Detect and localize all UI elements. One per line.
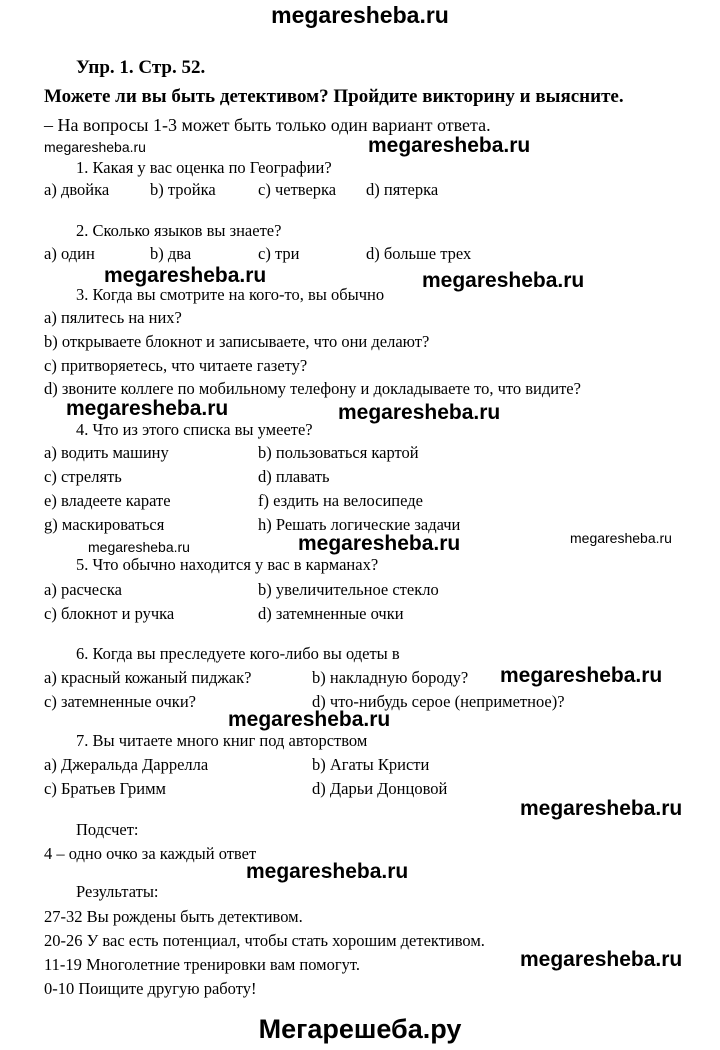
watermark: megaresheba.ru bbox=[570, 530, 672, 546]
q4-option-e: e) владеете карате bbox=[44, 491, 171, 510]
watermark: megaresheba.ru bbox=[520, 948, 683, 971]
q4-option-b: b) пользоваться картой bbox=[258, 443, 419, 462]
q7-option-c: c) Братьев Гримм bbox=[44, 779, 167, 798]
q6-option-d: d) что-нибудь серое (неприметное)? bbox=[312, 692, 565, 711]
watermark: megaresheba.ru bbox=[520, 797, 683, 820]
instruction: – На вопросы 1-3 может быть только один вариант ответа. bbox=[44, 115, 491, 135]
q4-option-g: g) маскироваться bbox=[44, 515, 165, 534]
watermark: megaresheba.ru bbox=[422, 269, 585, 292]
question-4: 4. Что из этого списка вы умеете? bbox=[76, 420, 313, 439]
watermark: megaresheba.ru bbox=[228, 708, 391, 731]
q1-option-b: b) тройка bbox=[150, 180, 216, 199]
header-watermark: megaresheba.ru bbox=[271, 2, 449, 28]
question-5: 5. Что обычно находится у вас в карманах? bbox=[76, 555, 379, 574]
question-3: 3. Когда вы смотрите на кого-то, вы обычно bbox=[76, 285, 385, 304]
q1-option-c: c) четверка bbox=[258, 180, 337, 199]
watermark: megaresheba.ru bbox=[500, 664, 663, 687]
question-2: 2. Сколько языков вы знаете? bbox=[76, 221, 282, 240]
watermark: megaresheba.ru bbox=[66, 397, 229, 420]
question-6: 6. Когда вы преследуете кого-либо вы одеты в bbox=[76, 644, 400, 663]
watermark: megaresheba.ru bbox=[88, 539, 190, 555]
q5-option-b: b) увеличительное стекло bbox=[258, 580, 439, 599]
q3-option-b: b) открываете блокнот и записываете, что они делают? bbox=[44, 332, 430, 351]
q7-option-b: b) Агаты Кристи bbox=[312, 755, 430, 774]
q2-option-b: b) два bbox=[150, 244, 192, 263]
q5-option-d: d) затемненные очки bbox=[258, 604, 404, 623]
q2-option-a: a) один bbox=[44, 244, 95, 263]
scoring-label: Подсчет: bbox=[76, 820, 139, 839]
q4-option-f: f) ездить на велосипеде bbox=[258, 491, 423, 510]
q2-option-d: d) больше трех bbox=[366, 244, 472, 263]
footer-brand: Мегарешеба.ру bbox=[258, 1014, 462, 1044]
result-3: 11-19 Многолетние тренировки вам помогут. bbox=[44, 955, 360, 974]
q7-option-a: a) Джеральда Даррелла bbox=[44, 755, 209, 774]
q5-option-a: a) расческа bbox=[44, 580, 122, 599]
q4-option-d: d) плавать bbox=[258, 467, 330, 486]
scoring-text: 4 – одно очко за каждый ответ bbox=[44, 844, 257, 863]
q3-option-c: c) притворяетесь, что читаете газету? bbox=[44, 356, 308, 375]
q6-option-b: b) накладную бороду? bbox=[312, 668, 469, 687]
q1-option-a: a) двойка bbox=[44, 180, 110, 199]
result-1: 27-32 Вы рождены быть детективом. bbox=[44, 907, 303, 926]
watermark: megaresheba.ru bbox=[104, 264, 267, 287]
q3-option-d: d) звоните коллеге по мобильному телефону и докладываете то, что видите? bbox=[44, 379, 581, 398]
q1-option-d: d) пятерка bbox=[366, 180, 439, 199]
watermark: megaresheba.ru bbox=[44, 139, 146, 155]
q3-option-a: a) пялитесь на них? bbox=[44, 308, 182, 327]
question-1: 1. Какая у вас оценка по Географии? bbox=[76, 158, 332, 177]
exercise-title: Упр. 1. Стр. 52. bbox=[76, 57, 206, 78]
q4-option-a: a) водить машину bbox=[44, 443, 169, 462]
result-2: 20-26 У вас есть потенциал, чтобы стать хорошим детективом. bbox=[44, 931, 485, 950]
quiz-subtitle: Можете ли вы быть детективом? Пройдите викторину и выясните. bbox=[44, 86, 624, 107]
watermark: megaresheba.ru bbox=[246, 860, 409, 883]
watermark: megaresheba.ru bbox=[298, 532, 461, 555]
q6-option-c: c) затемненные очки? bbox=[44, 692, 196, 711]
results-label: Результаты: bbox=[76, 882, 159, 901]
result-4: 0-10 Поищите другую работу! bbox=[44, 979, 257, 998]
q5-option-c: c) блокнот и ручка bbox=[44, 604, 175, 623]
watermark: megaresheba.ru bbox=[338, 401, 501, 424]
q6-option-a: a) красный кожаный пиджак? bbox=[44, 668, 252, 687]
question-7: 7. Вы читаете много книг под авторством bbox=[76, 731, 368, 750]
watermark: megaresheba.ru bbox=[368, 134, 531, 157]
q4-option-c: c) стрелять bbox=[44, 467, 122, 486]
q7-option-d: d) Дарьи Донцовой bbox=[312, 779, 448, 798]
q4-option-h: h) Решать логические задачи bbox=[258, 515, 461, 534]
q2-option-c: c) три bbox=[258, 244, 300, 263]
